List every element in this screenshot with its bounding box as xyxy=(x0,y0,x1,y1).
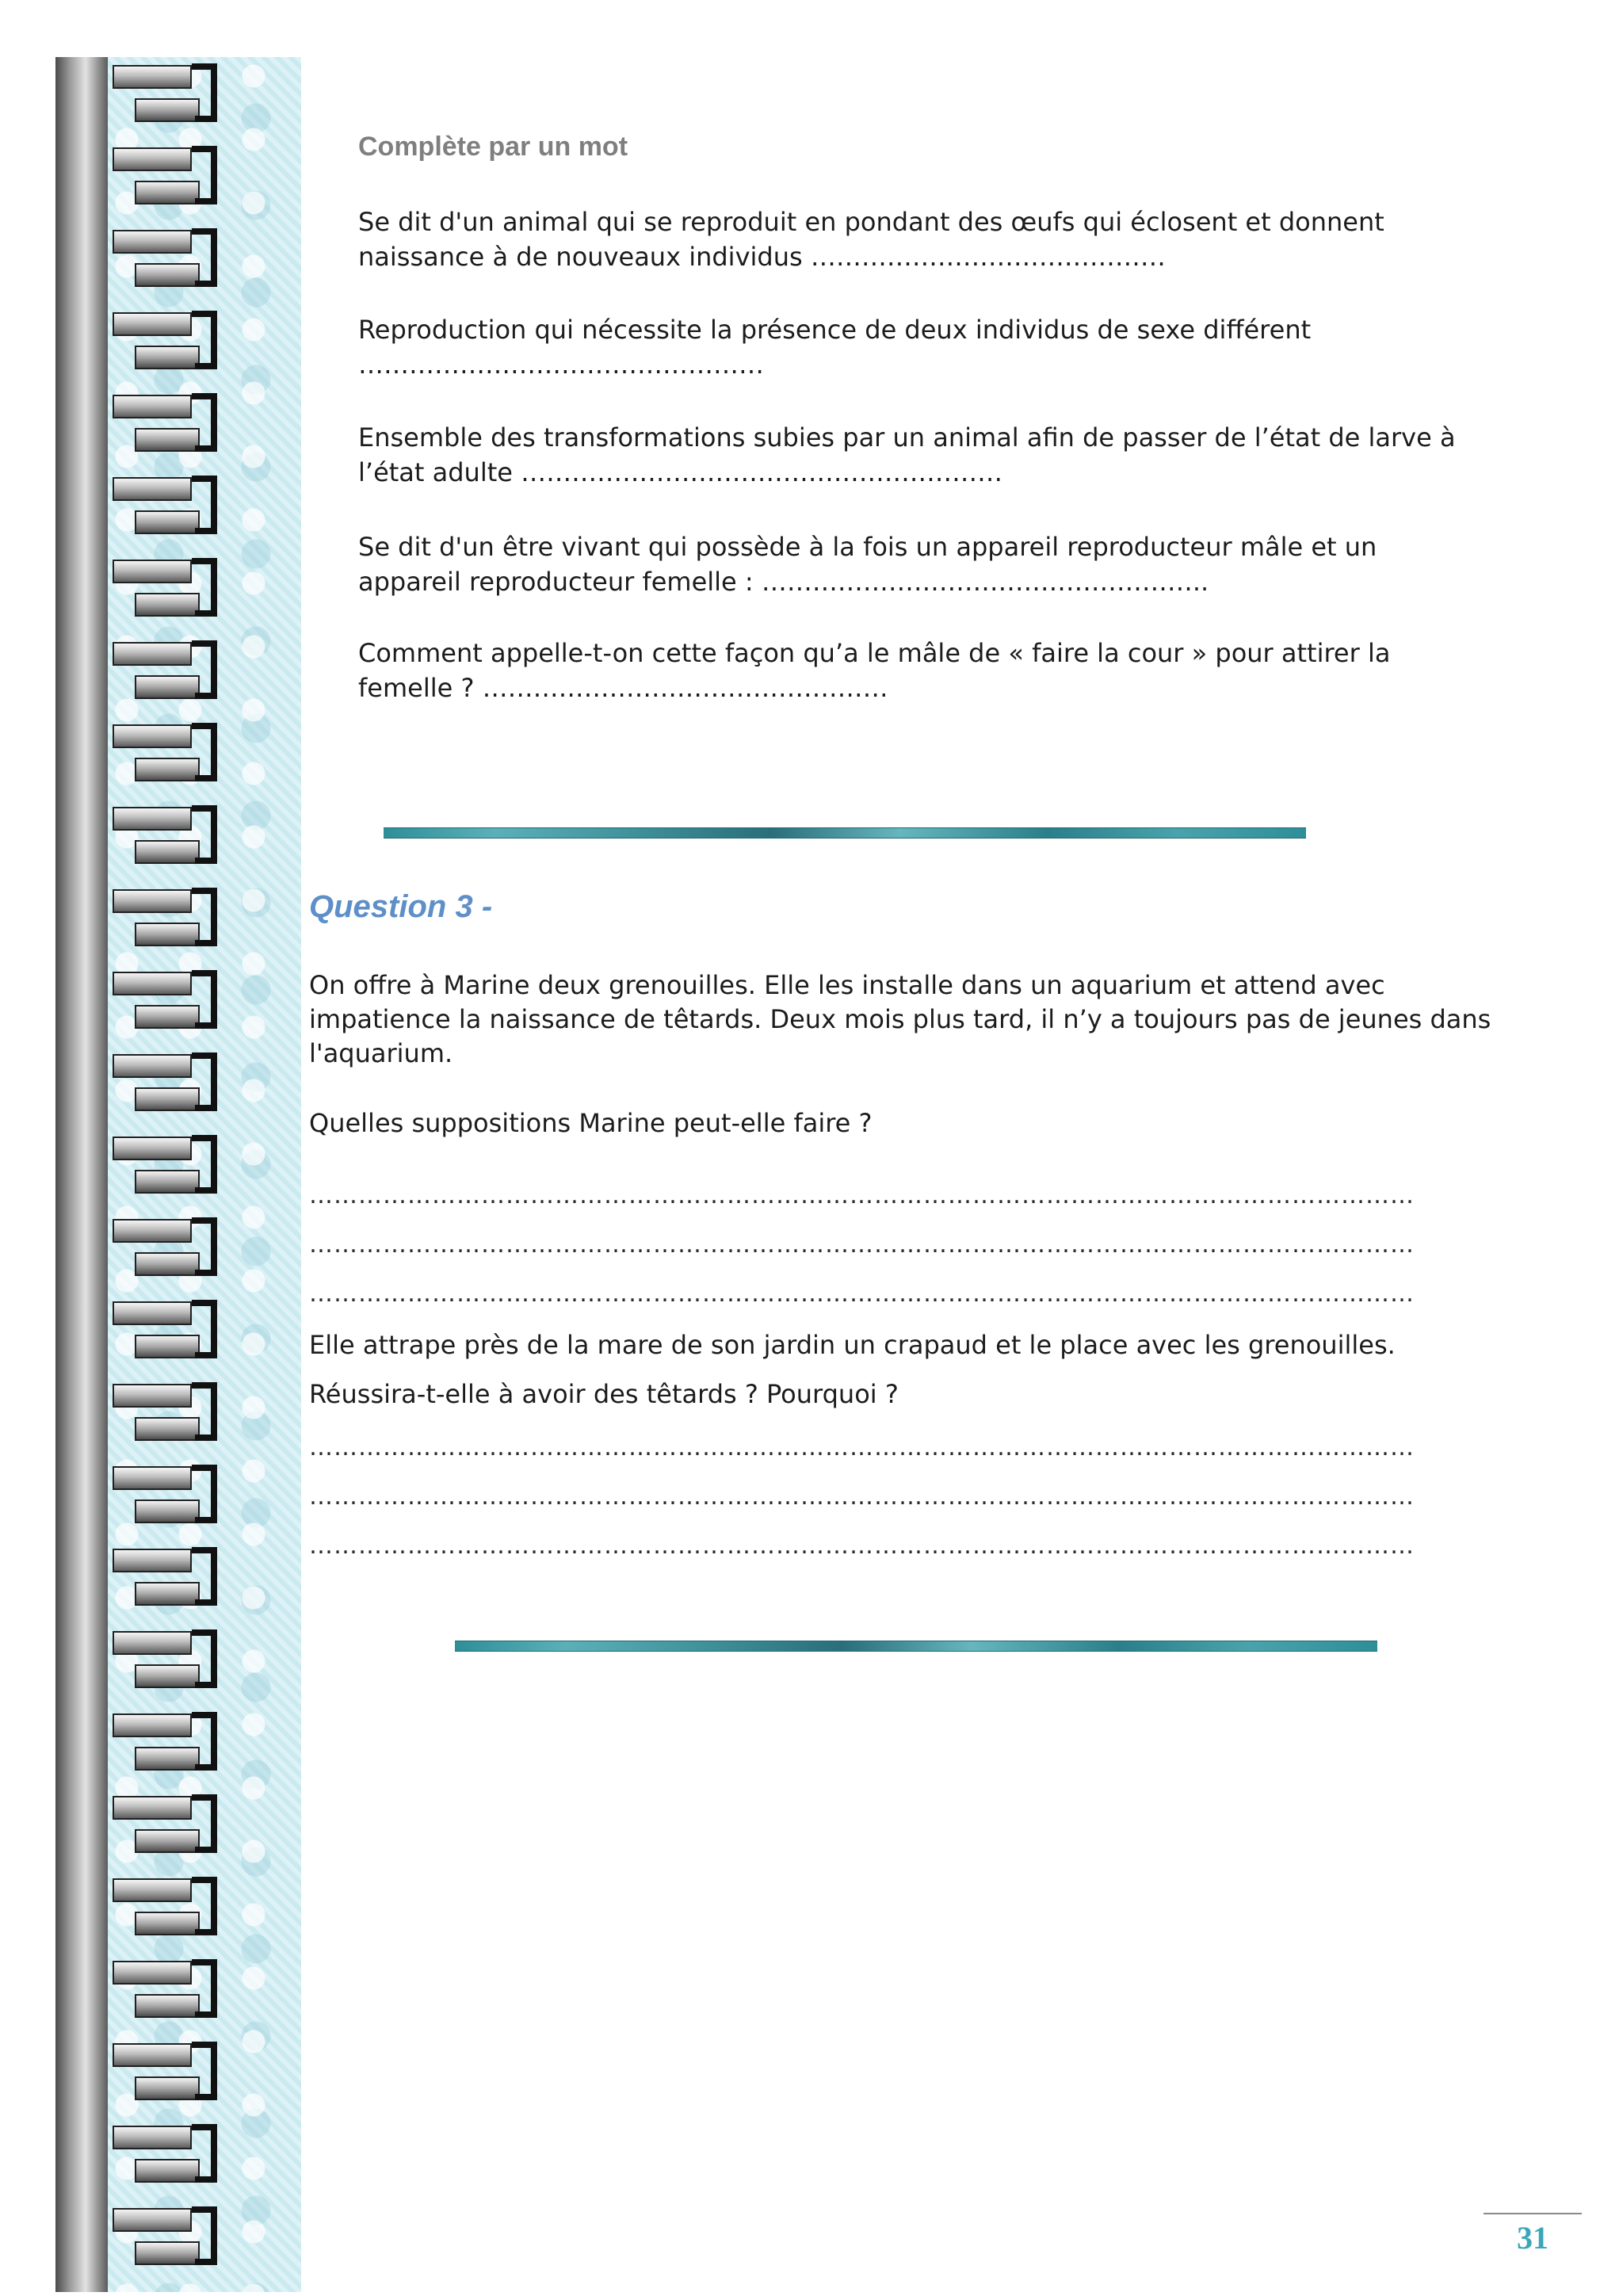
binding-ring xyxy=(55,1623,214,1706)
answer-line[interactable]: ……………………………………………………………………………………………………………………… xyxy=(309,1484,1415,1511)
binding-ring xyxy=(55,57,214,139)
fill-item xyxy=(358,636,1499,705)
binding-ring xyxy=(55,139,214,222)
question-intro xyxy=(309,968,1537,1071)
binding-ring xyxy=(55,1458,214,1541)
intro-line: impatience la naissance de têtards. Deux mois plus tard, il n’y a toujours pas de jeunes dans xyxy=(309,1004,1491,1034)
section-divider xyxy=(384,827,1306,839)
question-prompt: Quelles suppositions Marine peut-elle faire ? xyxy=(309,1108,873,1138)
item-text: femelle ? ………………………………………… xyxy=(358,673,888,703)
page-number: 31 xyxy=(1517,2220,1549,2256)
answer-line[interactable]: ……………………………………………………………………………………………………………………… xyxy=(309,1232,1415,1259)
binding-ring xyxy=(55,964,214,1046)
binding-ring xyxy=(55,1706,214,1788)
item-text: appareil reproducteur femelle : …………………………………………….. xyxy=(358,567,1209,597)
binding-ring xyxy=(55,552,214,634)
intro-line: On offre à Marine deux grenouilles. Elle les installe dans un aquarium et attend avec xyxy=(309,970,1385,1000)
item-text: ………………………………………… xyxy=(358,350,764,380)
item-text: Se dit d'un animal qui se reproduit en pondant des œufs qui éclosent et donnent xyxy=(358,207,1384,237)
binding-ring xyxy=(55,1211,214,1293)
binding-ring xyxy=(55,799,214,881)
answer-line[interactable]: ……………………………………………………………………………………………………………………… xyxy=(309,1435,1415,1461)
binding-ring xyxy=(55,2200,214,2283)
item-text: Comment appelle-t-on cette façon qu’a le mâle de « faire la cour » pour attirer la xyxy=(358,638,1391,668)
fill-item xyxy=(358,420,1499,490)
item-text: l’état adulte ………………………………………………… xyxy=(358,457,1003,487)
binding-ring xyxy=(55,1046,214,1129)
page-number-rule xyxy=(1484,2213,1582,2214)
item-text: naissance à de nouveaux individus …………………………………… xyxy=(358,242,1166,272)
question-prompt: Réussira-t-elle à avoir des têtards ? Pourquoi ? xyxy=(309,1379,899,1409)
fill-item xyxy=(358,312,1499,382)
fill-item xyxy=(358,529,1499,599)
binding-ring xyxy=(55,1376,214,1458)
binding-ring xyxy=(55,1293,214,1376)
question-statement: Elle attrape près de la mare de son jardin un crapaud et le place avec les grenouilles. xyxy=(309,1330,1396,1360)
binding-ring xyxy=(55,2118,214,2200)
binding-ring xyxy=(55,1953,214,2035)
fill-item xyxy=(358,204,1499,274)
binding-ring xyxy=(55,1788,214,1870)
binding-ring xyxy=(55,1129,214,1211)
binding-ring xyxy=(55,1870,214,1953)
binding-ring xyxy=(55,304,214,387)
answer-line[interactable]: ……………………………………………………………………………………………………………………… xyxy=(309,1182,1415,1209)
binding-ring xyxy=(55,634,214,716)
binding-rings xyxy=(55,57,214,2292)
item-text: Se dit d'un être vivant qui possède à la fois un appareil reproducteur mâle et un xyxy=(358,532,1377,562)
section-divider xyxy=(455,1641,1377,1652)
binding-ring xyxy=(55,716,214,799)
binding-ring xyxy=(55,469,214,552)
question-title: Question 3 - xyxy=(309,889,493,924)
intro-line: l'aquarium. xyxy=(309,1038,453,1068)
binding-ring xyxy=(55,1541,214,1623)
answer-line[interactable]: ……………………………………………………………………………………………………………………… xyxy=(309,1281,1415,1308)
section-title: Complète par un mot xyxy=(358,132,628,162)
item-text: Ensemble des transformations subies par un animal afin de passer de l’état de larve à xyxy=(358,422,1456,453)
answer-line[interactable]: ……………………………………………………………………………………………………………………… xyxy=(309,1533,1415,1560)
binding-ring xyxy=(55,222,214,304)
item-text: Reproduction qui nécessite la présence de deux individus de sexe différent xyxy=(358,315,1312,345)
binding-ring xyxy=(55,2035,214,2118)
binding-ring xyxy=(55,881,214,964)
binding-ring xyxy=(55,387,214,469)
